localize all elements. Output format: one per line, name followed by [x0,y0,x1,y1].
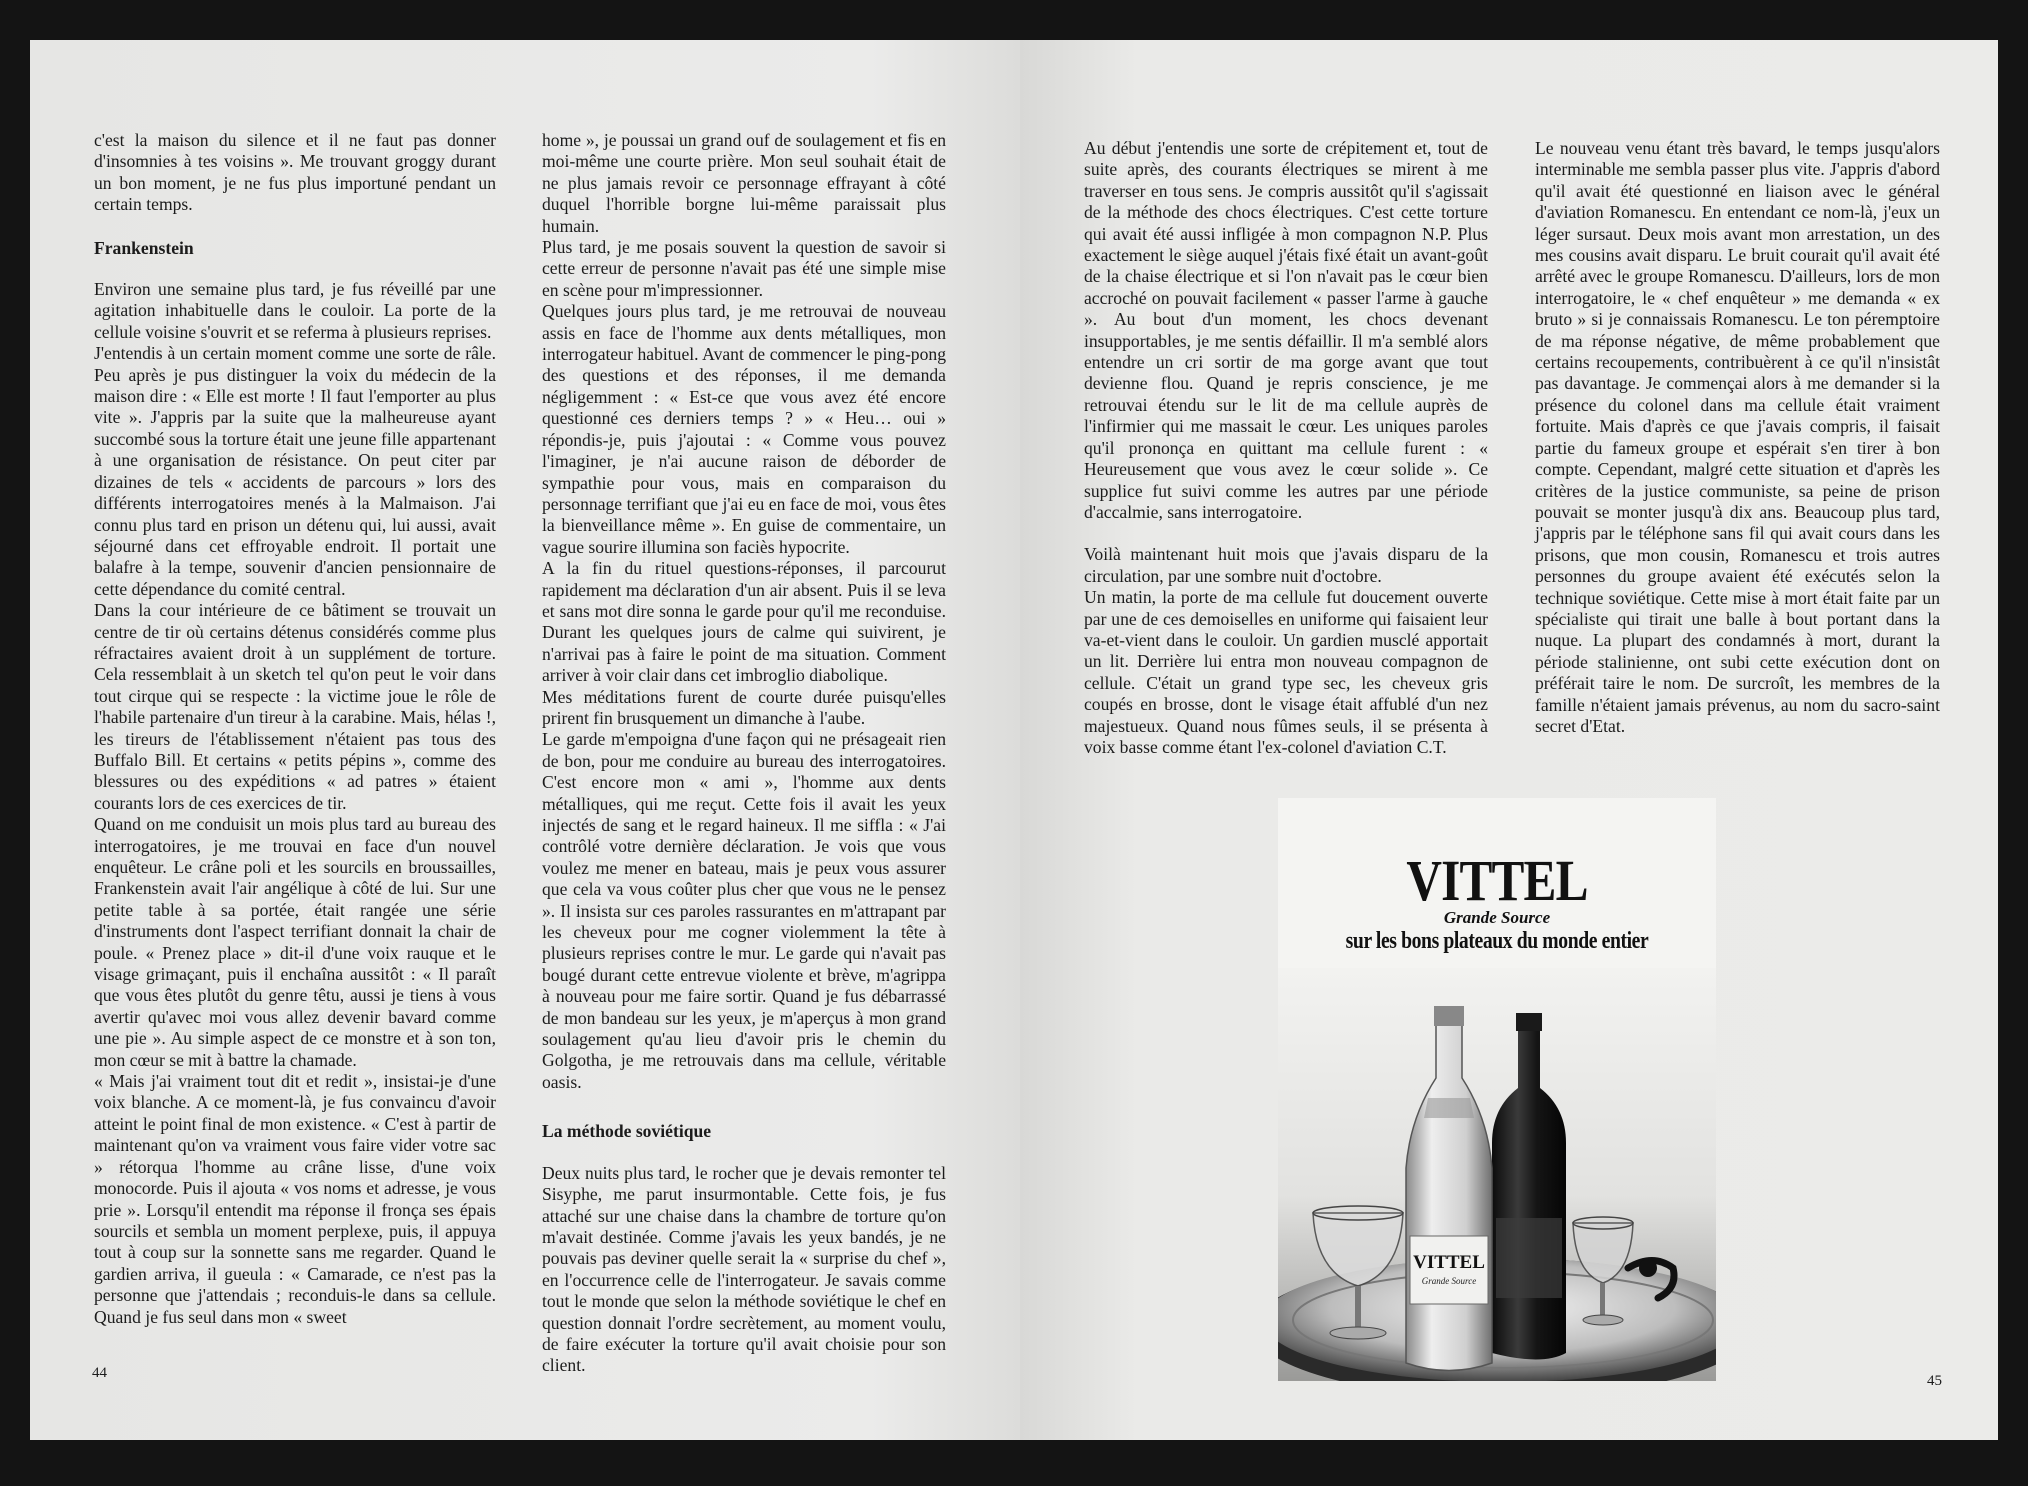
paragraph: Le garde m'empoigna d'une façon qui ne présageait rien de bon, pour me conduire au bureau des interrogatoires. C'est encore mon « ami », l'homme aux dents métalliques, qui me reçut. Cette fois il avait les yeux injectés de sang et le regard haineux. Il me siffla : « J'ai contrôlé votre dernière déclaration. Je vois que vous voulez me mener en bateau, mais je peux vous assurer que cela va vous coûter plus cher que vous ne le pensez ». Il insista sur ces paroles rassurantes en m'attrapant par les cheveux pour me cogner violemment la tête à plusieurs reprises contre le mur. Le garde qui n'avait pas bougé durant cette entrevue violente et brève, m'agrippa à nouveau pour me faire sortir. Quand je fus débarrassé de mon bandeau sur les yeux, je m'aperçus à mon grand soulagement qu'au lieu d'avoir pris le chemin du Golgotha, je me retrouvais dans ma cellule, véritable oasis. [542,729,946,1092]
paragraph: A la fin du rituel questions-réponses, il parcourut rapidement ma déclaration d'un air absent. Puis il se leva et sans mot dire sonna le garde pour qu'il me reconduise. Durant les quelques jours de calme qui suivirent, je n'arrivai pas à faire le point de ma situation. Comment arriver à voir clair dans cet imbroglio diabolique. [542,558,946,686]
section-heading-frankenstein: Frankenstein [94,237,194,258]
paragraph: Au début j'entendis une sorte de crépitement et, tout de suite après, des courants électriques se mirent à me traverser en tous sens. Je compris aussitôt qu'il s'agissait de la méthode des chocs électriques. C'est cette torture qui avait été aussi infligée à mon compagnon N.P. Plus exactement le siège auquel j'étais fixé était un avant-goût de la chaise électrique et si l'on n'avait pas le cœur bien accroché on pouvait facilement « passer l'arme à gauche ». Au bout d'un moment, les chocs devenant insupportables, je me sentis défaillir. Il m'a semblé alors entendre un cri sortir de ma gorge avant que tout devienne flou. Quand je repris conscience, je me retrouvai étendu sur le lit de ma cellule auprès de l'infirmier qui me massait le cœur. Les uniques paroles qu'il prononça en quittant ma cellule furent : « Heureusement que vous avez le cœur solide ». Ce supplice fut suivi comme les autres par une période d'accalmie, sans interrogatoire. [1084,138,1488,522]
right-page [1020,40,1998,1440]
paragraph: Environ une semaine plus tard, je fus réveillé par une agitation inhabituelle dans le couloir. La porte de la cellule voisine s'ouvrit et se referma à plusieurs reprises. [94,279,496,342]
paragraph: c'est la maison du silence et il ne faut pas donner d'insomnies à tes voisins ». Me trouvant groggy durant un bon moment, je ne fus plus importuné pendant un certain temps. [94,130,496,215]
paragraph: J'entendis à un certain moment comme une sorte de râle. Peu après je pus distinguer la voix du médecin de la maison dire : « Elle est morte ! Il faut l'emporter au plus vite ». J'appris par la suite que la malheureuse ayant succombé sous la torture était une jeune fille appartenant à une organisation de résistance. On peut citer par dizaines de tels « accidents de parcours » lors des différents interrogatoires menés à la Malmaison. J'ai connu plus tard en prison un détenu qui, lui aussi, avait séjourné dans cet effroyable endroit. Il portait une balafre à la tempe, souvenir d'ancien pensionnaire de cette dépendance du comité central. [94,343,496,599]
paragraph: Quelques jours plus tard, je me retrouvai de nouveau assis en face de l'homme aux dents métalliques, mon interrogateur habituel. Avant de commencer le ping-pong des questions et des réponses, il me demanda négligemment : « Est-ce que vous avez été encore questionné ces derniers temps ? » « Heu… oui » répondis-je, puis j'ajoutai : « Comme vous pouvez l'imaginer, je n'ai aucune raison de déborder de sympathie pour vous, mais en comparaison du personnage terrifiant que j'ai eu en face de moi, vous êtes la bienveillance même ». En guise de commentaire, un vague sourire illumina son faciès hypocrite. [542,301,946,557]
paragraph: « Mais j'ai vraiment tout dit et redit », insistai-je d'une voix blanche. A ce moment-là, je fus convaincu d'avoir atteint le point final de mon existence. « C'est à partir de maintenant qu'on va vraiment vous faire vider votre sac » rétorqua l'homme au crâne lisse, d'une voix monocorde. Puis il ajouta « vos noms et adresse, je vous prie ». Lorsqu'il entendit ma réponse il fronça ses épais sourcils et sembla un moment perplexe, puis, il appuya tout à coup sur la sonnette sans me regarder. Quand le gardien arriva, il gueula : « Camarade, ce n'est pas la personne que j'attendais ; reconduis-le dans sa cellule. Quand je fus seul dans mon « sweet [94,1071,496,1327]
left-page [30,40,1020,1440]
ad-brand: VITTEL [1406,848,1588,913]
column-4 [1535,138,1940,737]
section-heading-methode-sovietique: La méthode soviétique [542,1121,712,1142]
page-number-right: 45 [1927,1373,1942,1389]
bottles-photo [1278,968,1716,1381]
column-1 [94,130,496,1328]
paragraph: home », je poussai un grand ouf de soulagement et fis en moi-même une courte prière. Mon seul souhait était de ne plus jamais revoir ce personnage effrayant à côté duquel l'horrible borgne lui-même paraissait plus humain. [542,130,946,236]
column-3 [1084,138,1488,758]
paragraph: Quand on me conduisit un mois plus tard au bureau des interrogatoires, je me trouvai en face d'un nouvel enquêteur. Le crâne poli et les sourcils en broussailles, Frankenstein avait l'air angélique à côté de lui. Sur une petite table à sa portée, était rangée une série d'instruments dont l'aspect terrifiant donnait la chair de poule. « Prenez place » dit-il d'une voix rauque et le visage grimaçant, puis il enchaîna aussitôt : « Il paraît que vous êtes plutôt du genre têtu, aussi je tiens à vous avertir qu'avec moi vous allez devenir bavard comme une pie ». Au simple aspect de ce monstre et à son ton, mon cœur se mit à battre la chamade. [94,814,496,1070]
paragraph: Le nouveau venu étant très bavard, le temps jusqu'alors interminable me sembla passer plus vite. J'appris d'abord qu'il avait été questionné en liaison avec le général d'aviation Romanescu. En entendant ce nom-là, j'eux un léger sursaut. Deux mois avant mon arrestation, un des mes cousins avait disparu. Le bruit courait qu'il avait été arrêté avec le groupe Romanescu. D'ailleurs, lors de mon interrogatoire, le « chef enquêteur » me demanda « ex bruto » si je connaissais Romanescu. Le ton péremptoire de ma réponse négative, de même probablement que certains recoupements, contribuèrent à ce qu'il n'insistât pas davantage. Je commençai alors à me demander si la présence du colonel dans ma cellule était vraiment fortuite. Mais d'après ce que j'avais compris, il faisait partie du fameux groupe et espérait s'en tirer à bon compte. Cependant, malgré cette situation et d'après les critères de la justice communiste, sa peine de prison pouvait se monter jusqu'à dix ans. Beaucoup plus tard, j'appris par le téléphone sans fil qui avait cours dans les prisons, que mon cousin, Romanescu et trois autres personnes du groupe avaient été exécutés selon la technique soviétique. Cette mise à mort était faite par un spécialiste qui tirait une balle à bout portant dans la nuque. La plupart des condamnés à mort, durant la période stalinienne, ont subi cette exécution dont on préférait taire le nom. De surcroît, les membres de la famille n'étaient jamais prévenus, au nom du sacro-saint secret d'Etat. [1535,138,1940,736]
bottle-label-sub: Grande Source [1421,1276,1477,1286]
paragraph: Un matin, la porte de ma cellule fut doucement ouverte par une de ces demoiselles en uniforme qui faisaient leur va-et-vient dans le couloir. Un gardien musclé apportait un lit. Derrière lui entra mon nouveau compagnon de cellule. C'était un grand type sec, les cheveux gris coupés en brosse, dont le visage était affublé d'un nez majestueux. Quand nous fûmes seuls, il se présenta à voix basse comme étant l'ex-colonel d'aviation C.T. [1084,587,1488,757]
paragraph: Dans la cour intérieure de ce bâtiment se trouvait un centre de tir où certains détenus considérés comme plus réfractaires avaient droit à un supplément de torture. Cela ressemblait à un sketch tel qu'on peut le voir dans tout cirque qui se respecte : la victime joue le rôle de l'habile partenaire d'un tireur à la carabine. Mais, hélas !, les tireurs de l'établissement n'étaient pas tous des Buffalo Bill. Et certains « petits pépins », comme des blessures ou des expéditions « ad patres » étaient courants lors de ces exercices de tir. [94,600,496,813]
paragraph: Mes méditations furent de courte durée puisqu'elles prirent fin brusquement un dimanche à l'aube. [542,686,946,728]
vittel-advertisement [1278,798,1716,1381]
ad-slogan: sur les bons plateaux du monde entier [1345,928,1649,954]
bottle-label-brand: VITTEL [1413,1252,1485,1273]
ad-subbrand: Grande Source [1443,908,1551,927]
paragraph: Voilà maintenant huit mois que j'avais disparu de la circulation, par une sombre nuit d'octobre. [1084,544,1488,586]
column-2 [542,130,946,1377]
paragraph: Plus tard, je me posais souvent la question de savoir si cette erreur de personne n'avait pas été une simple mise en scène pour m'impressionner. [542,237,946,300]
page-number-left: 44 [92,1365,107,1381]
paragraph: Deux nuits plus tard, le rocher que je devais remonter tel Sisyphe, me parut insurmontable. Cette fois, je fus attaché sur une chaise dans la chambre de torture qu'on m'avait destinée. Comme j'avais les yeux bandés, je ne pouvais pas deviner quelle serait la « surprise du chef », en l'occurrence celle de l'interrogateur. Je savais comme tout le monde que selon la méthode soviétique le chef en question donnait l'ordre secrètement, au moment voulu, de faire exécuter la torture qu'il avait choisie pour son client. [542,1162,946,1376]
